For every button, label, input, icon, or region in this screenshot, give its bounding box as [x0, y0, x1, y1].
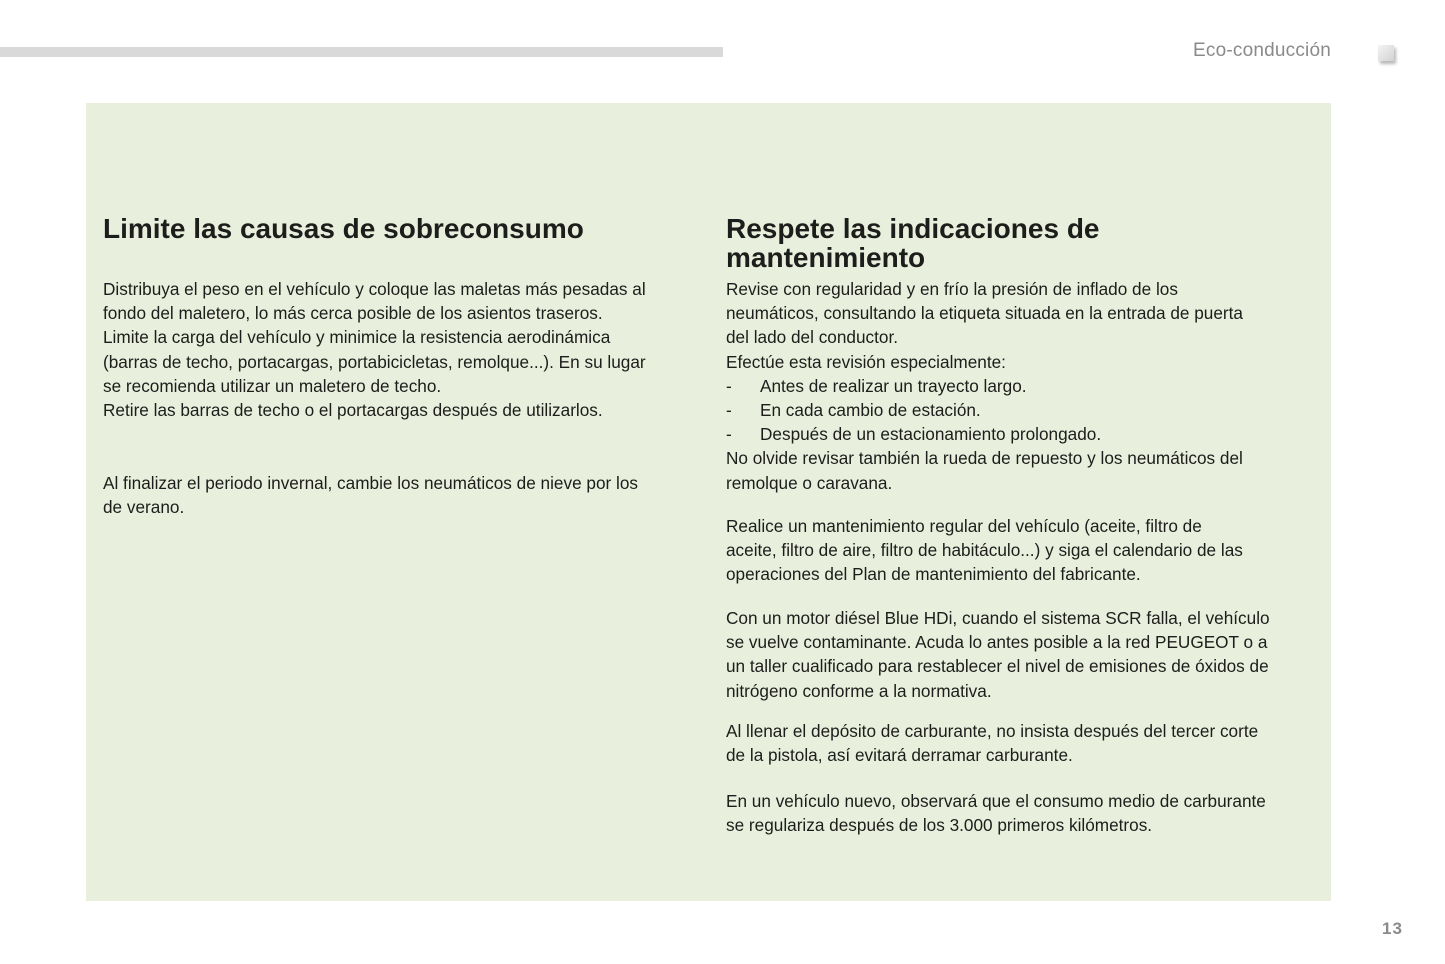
text-line: Con un motor diésel Blue HDi, cuando el sistema SCR falla, el vehículo — [726, 608, 1270, 628]
text-line: fondo del maletero, lo más cerca posible de los asientos traseros. — [103, 303, 603, 324]
right-paragraph-5 — [726, 789, 1318, 837]
left-heading: Limite las causas de sobreconsumo — [103, 213, 584, 244]
text-line: un taller cualificado para restablecer el nivel de emisiones de óxidos de — [726, 656, 1269, 677]
text-line: nitrógeno conforme a la normativa. — [726, 680, 992, 701]
text-line: remolque o caravana. — [726, 472, 893, 493]
text-line: operaciones del Plan de mantenimiento del fabricante. — [726, 564, 1141, 585]
heading-line: Respete las indicaciones de — [726, 213, 1100, 244]
list-item — [726, 422, 1318, 446]
right-heading — [726, 214, 1318, 272]
list-item — [726, 374, 1318, 398]
text-line: del lado del conductor. — [726, 327, 899, 348]
text-line: se vuelve contaminante. Acuda lo antes posible a la red PEUGEOT o a — [726, 632, 1268, 653]
text-line: Realice un mantenimiento regular del vehículo (aceite, filtro de — [726, 516, 1202, 536]
left-paragraph-2 — [103, 471, 703, 519]
list-item-text: En cada cambio de estación. — [760, 400, 981, 421]
dash-bullet: - — [726, 375, 732, 396]
text-line: neumáticos, consultando la etiqueta situada en la entrada de puerta — [726, 303, 1243, 324]
section-marker-icon — [1378, 45, 1394, 61]
text-line: En un vehículo nuevo, observará que el consumo medio de carburante — [726, 791, 1266, 811]
text-line: Al finalizar el periodo invernal, cambie los neumáticos de nieve por los — [103, 473, 639, 493]
list-item — [726, 398, 1318, 422]
text-line: de la pistola, así evitará derramar carburante. — [726, 745, 1073, 766]
text-line: (barras de techo, portacargas, portabicicletas, remolque...). En su lugar — [103, 351, 646, 372]
list-item-text: Antes de realizar un trayecto largo. — [760, 375, 1027, 396]
list-item-text: Después de un estacionamiento prolongado. — [760, 424, 1102, 445]
header-rule — [0, 47, 723, 57]
section-title: Eco-conducción — [1193, 40, 1331, 61]
text-line: se recomienda utilizar un maletero de techo. — [103, 375, 442, 396]
text-line: aceite, filtro de aire, filtro de habitáculo...) y siga el calendario de las — [726, 540, 1243, 561]
dash-bullet: - — [726, 424, 732, 445]
heading-line: mantenimiento — [726, 242, 926, 273]
right-paragraph-1 — [726, 277, 1318, 495]
right-paragraph-4 — [726, 719, 1318, 767]
text-line: Revise con regularidad y en frío la presión de inflado de los — [726, 279, 1178, 299]
text-line: Efectúe esta revisión especialmente: — [726, 351, 1006, 372]
text-line: de verano. — [103, 497, 185, 518]
right-paragraph-2 — [726, 514, 1318, 587]
text-line: Retire las barras de techo o el portacargas después de utilizarlos. — [103, 400, 603, 421]
dash-bullet: - — [726, 400, 732, 421]
text-line: Al llenar el depósito de carburante, no insista después del tercer corte — [726, 721, 1259, 741]
content-panel — [86, 103, 1331, 901]
left-paragraph-1 — [103, 277, 703, 422]
text-line: Distribuya el peso en el vehículo y coloque las maletas más pesadas al — [103, 279, 646, 299]
text-line: Limite la carga del vehículo y minimice la resistencia aerodinámica — [103, 327, 611, 348]
text-line: No olvide revisar también la rueda de repuesto y los neumáticos del — [726, 448, 1243, 469]
right-paragraph-3 — [726, 606, 1318, 703]
page-number: 13 — [1382, 919, 1403, 938]
text-line: se regulariza después de los 3.000 primeros kilómetros. — [726, 815, 1153, 836]
